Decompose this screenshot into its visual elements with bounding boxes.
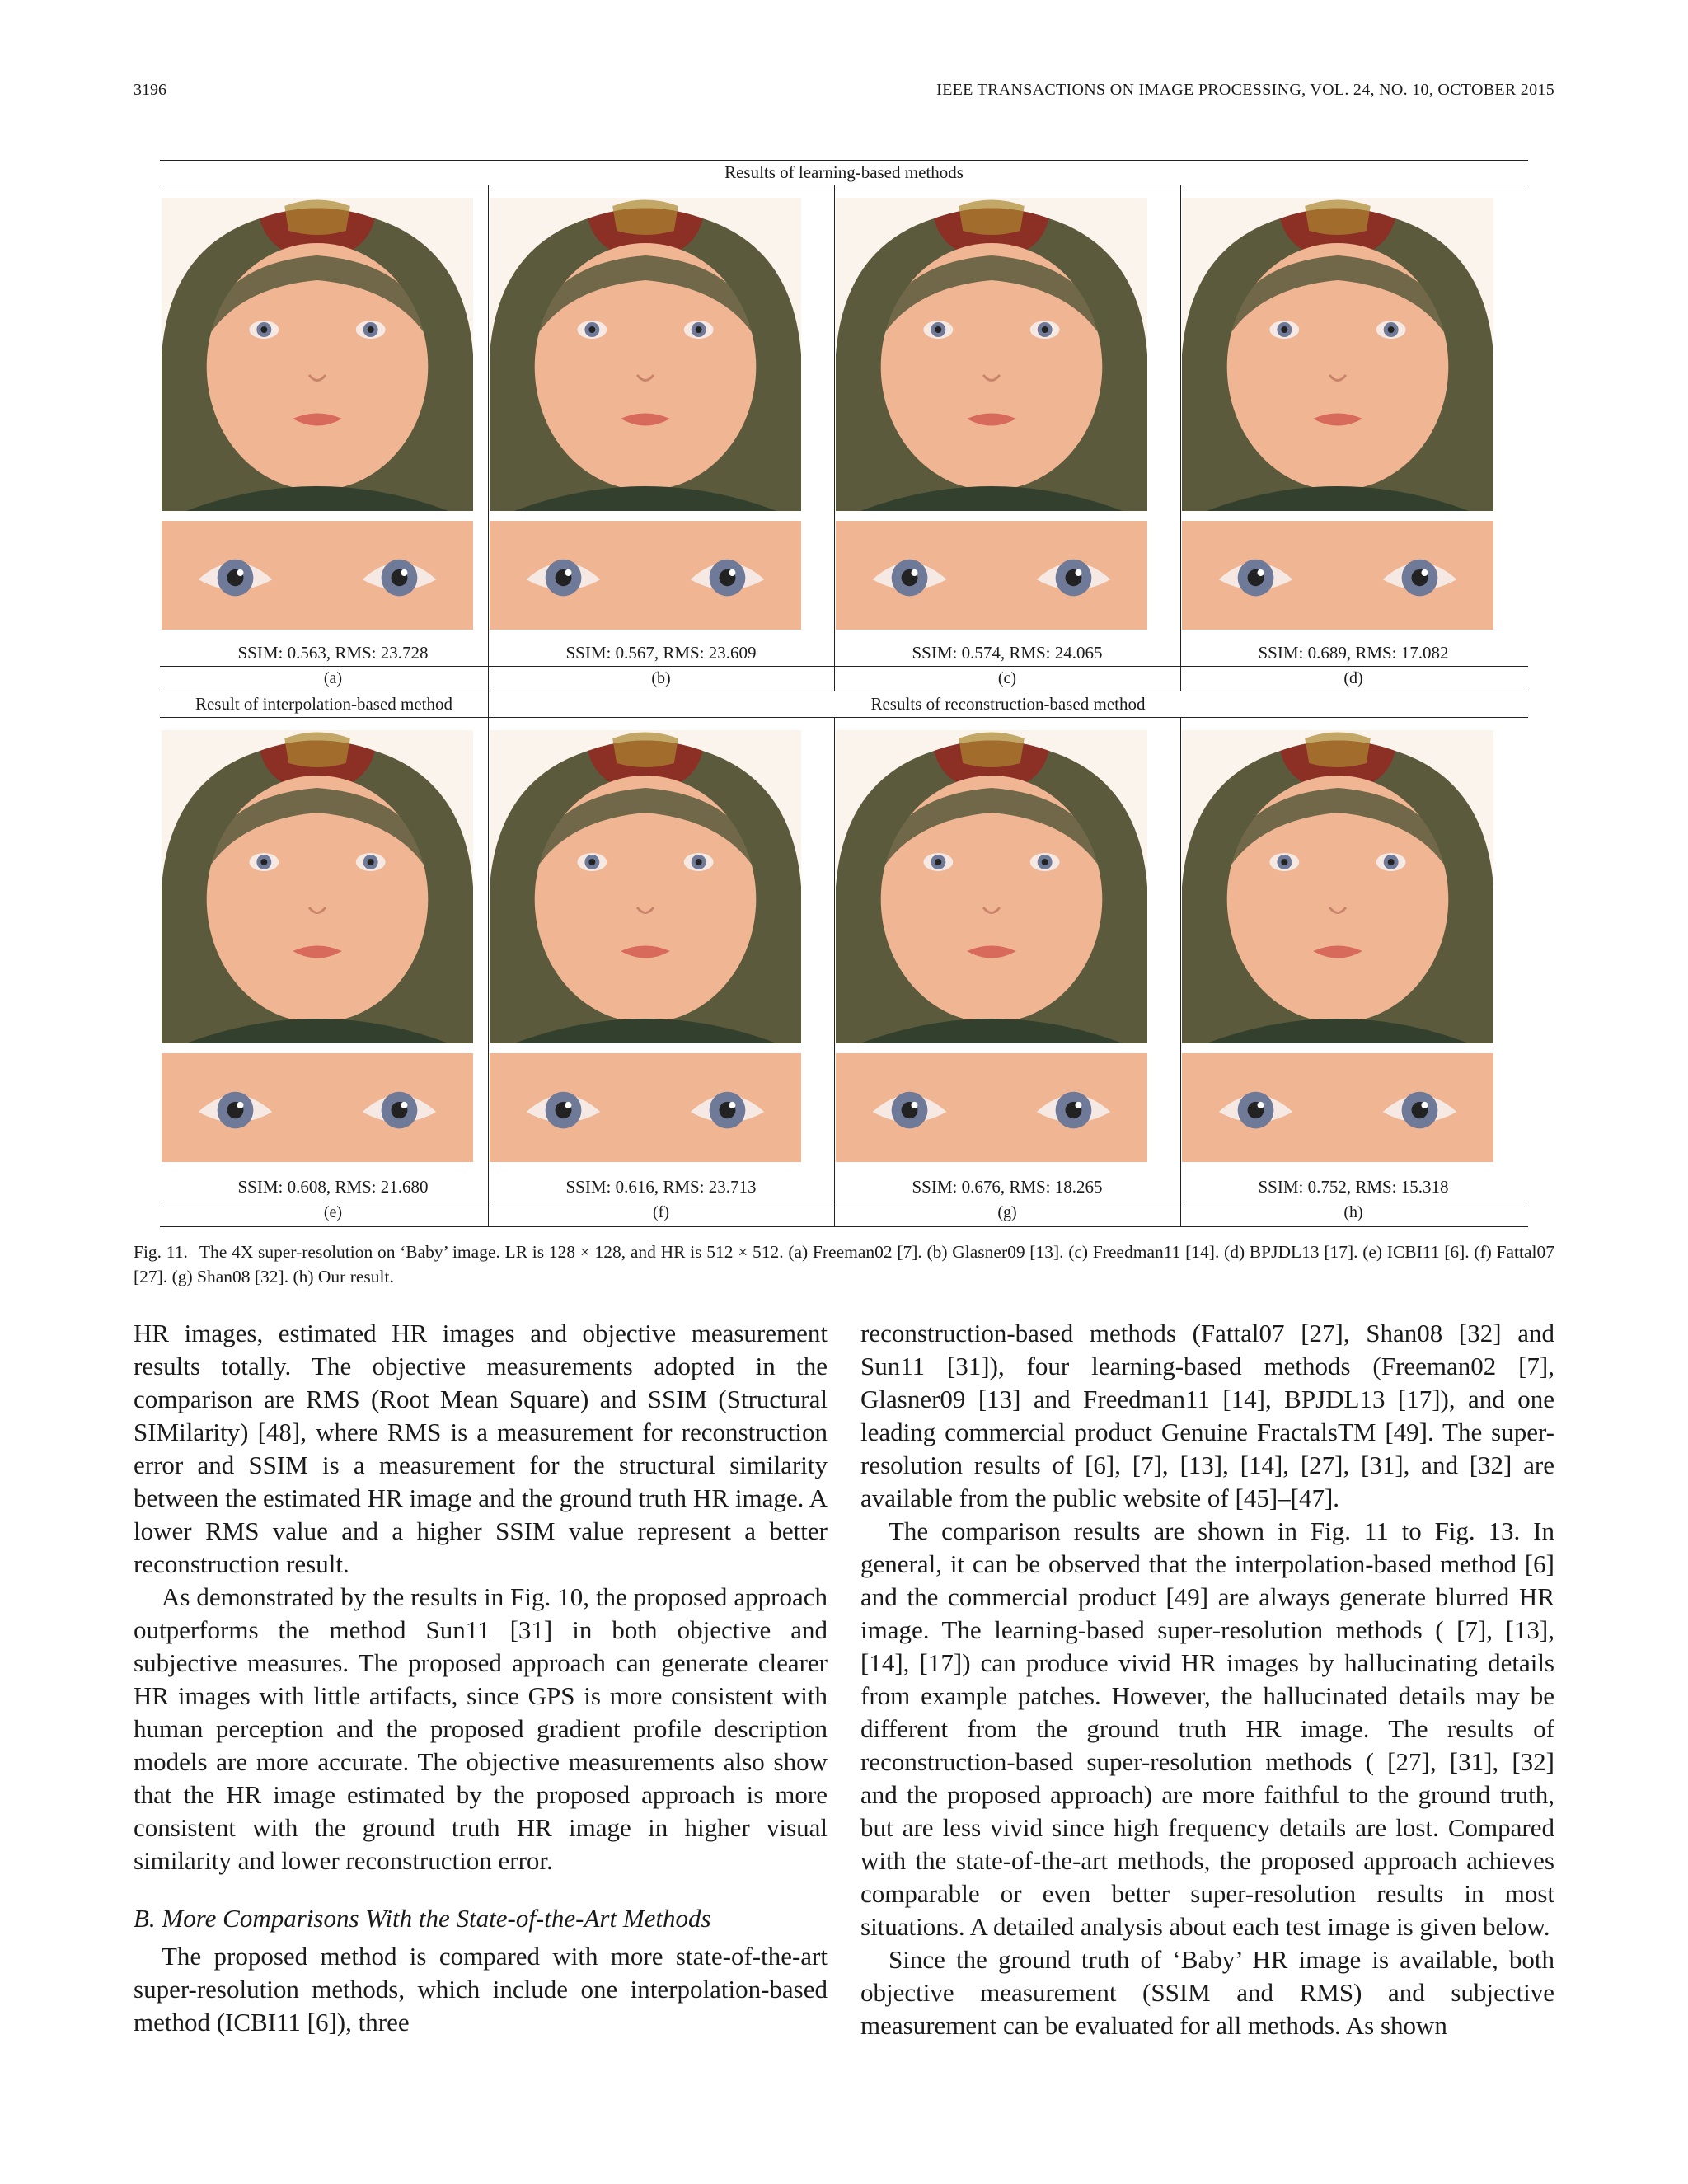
face-image: [836, 198, 1147, 511]
caption-label: Fig. 11.: [134, 1242, 188, 1262]
vrule-2b: [834, 717, 835, 1226]
eyes-crop-image: [1182, 1053, 1493, 1162]
eyes-crop-image: [836, 1053, 1147, 1162]
panel-metric: SSIM: 0.567, RMS: 23.609: [565, 643, 757, 663]
face-image: [836, 730, 1147, 1043]
journal-title: IEEE TRANSACTIONS ON IMAGE PROCESSING, VOL. 24, NO. 10, OCTOBER 2015: [936, 81, 1554, 99]
rule-bottom: [160, 1226, 1528, 1227]
face-image: [162, 730, 473, 1043]
eyes-crop-image: [162, 521, 473, 630]
page-number: 3196: [134, 81, 166, 99]
panel-metric: SSIM: 0.752, RMS: 15.318: [1258, 1177, 1449, 1197]
vrule-2a: [834, 185, 835, 691]
heading-interpolation-based: Result of interpolation-based method: [195, 694, 453, 714]
eyes-crop-image: [836, 521, 1147, 630]
eyes-crop-image: [162, 1053, 473, 1162]
subsection-heading: B. More Comparisons With the State-of-the-Art Methods: [134, 1904, 711, 1933]
panel-metric: SSIM: 0.676, RMS: 18.265: [912, 1177, 1103, 1197]
eyes-crop-image: [490, 521, 801, 630]
face-image: [1182, 730, 1493, 1043]
rule-top: [160, 160, 1528, 161]
panel-letter: (b): [651, 669, 671, 687]
text-column-left: [134, 1317, 828, 2039]
paragraph: HR images, estimated HR images and objective measurement results totally. The objective measurements adopted in the comparison are RMS (Root Mean Square) and SSIM (Structural SIMilarity) [48], where RMS is a measurement for reconstruction error and SSIM is a measurement for the structural similarity between the estimated HR image and the ground truth HR image. A lower RMS value and a higher SSIM value represent a better reconstruction result.: [134, 1319, 828, 1578]
panel-letter: (g): [997, 1203, 1017, 1221]
panel-letter: (c): [997, 669, 1017, 687]
caption-text: The 4X super-resolution on ‘Baby’ image. LR is 128 × 128, and HR is 512 × 512. (a) Freeman02 [7]. (b) Glasner09 [13]. (c) Freedman11 [14]. (d) BPJDL13 [17]. (e) ICBI11 [6]. (f) Fattal07 [27]. (g) Shan08 [32]. (h) Our result.: [134, 1242, 1554, 1286]
vrule-3a: [1180, 185, 1181, 691]
heading-reconstruction-based: Results of reconstruction-based method: [870, 694, 1146, 714]
panel-letter: (a): [323, 669, 343, 687]
vrule-1a: [488, 185, 489, 691]
eyes-crop-image: [1182, 521, 1493, 630]
panel-letter: (f): [653, 1203, 669, 1221]
heading-learning-based: Results of learning-based methods: [724, 162, 964, 182]
face-image: [1182, 198, 1493, 511]
text-column-right: [860, 1317, 1554, 2042]
panel-metric: SSIM: 0.689, RMS: 17.082: [1258, 643, 1449, 663]
face-image: [162, 198, 473, 511]
vrule-1b: [488, 691, 489, 1226]
paragraph: The proposed method is compared with more state-of-the-art super-resolution methods, which include one interpolation-based method (ICBI11 [6]), three: [134, 1942, 828, 2036]
paragraph: The comparison results are shown in Fig. 11 to Fig. 13. In general, it can be observed that the interpolation-based method [6] and the commercial product [49] are always generate blurred HR image. The learning-based super-resolution methods ( [7], [13], [14], [17]) can produce vivid HR images by hallucinating details from example patches. However, the hallucinated details may be different from the ground truth HR image. The results of reconstruction-based super-resolution methods ( [27], [31], [32] and the proposed approach) are more faithful to the ground truth, but are less vivid since high frequency details are lost. Compared with the state-of-the-art methods, the proposed approach achieves comparable or even better super-resolution results in most situations. A detailed analysis about each test image is given below.: [860, 1516, 1554, 1941]
paragraph: As demonstrated by the results in Fig. 10, the proposed approach outperforms the method Sun11 [31] in both objective and subjective measures. The proposed approach can generate clearer HR images with little artifacts, since GPS is more consistent with human perception and the proposed gradient profile description models are more accurate. The objective measurements also show that the HR image estimated by the proposed approach is more consistent with the ground truth HR image in higher visual similarity and lower reconstruction error.: [134, 1582, 828, 1875]
panel-letter: (h): [1343, 1203, 1363, 1221]
rule-mid-heading: [160, 717, 1528, 718]
paragraph: Since the ground truth of ‘Baby’ HR image is available, both objective measurement (SSIM and RMS) and subjective measurement can be evaluated for all methods. As shown: [860, 1945, 1554, 2040]
panel-metric: SSIM: 0.608, RMS: 21.680: [237, 1177, 429, 1197]
panel-metric: SSIM: 0.563, RMS: 23.728: [237, 643, 429, 663]
panel-letter: (e): [323, 1203, 343, 1221]
face-image: [490, 730, 801, 1043]
paragraph: reconstruction-based methods (Fattal07 [27], Shan08 [32] and Sun11 [31]), four learning-based methods (Freeman02 [7], Glasner09 [13] and Freedman11 [14], BPJDL13 [17]), and one leading commercial product Genuine FractalsTM [49]. The super-resolution results of [6], [7], [13], [14], [27], [31], and [32] are available from the public website of [45]–[47].: [860, 1319, 1554, 1512]
face-image: [490, 198, 801, 511]
rule-metrics-a: [160, 666, 1528, 667]
panel-letter: (d): [1343, 669, 1363, 687]
page-header: [134, 81, 1554, 105]
eyes-crop-image: [490, 1053, 801, 1162]
panel-metric: SSIM: 0.574, RMS: 24.065: [912, 643, 1103, 663]
vrule-3b: [1180, 717, 1181, 1226]
figure-caption: [134, 1240, 1554, 1289]
panel-metric: SSIM: 0.616, RMS: 23.713: [565, 1177, 757, 1197]
